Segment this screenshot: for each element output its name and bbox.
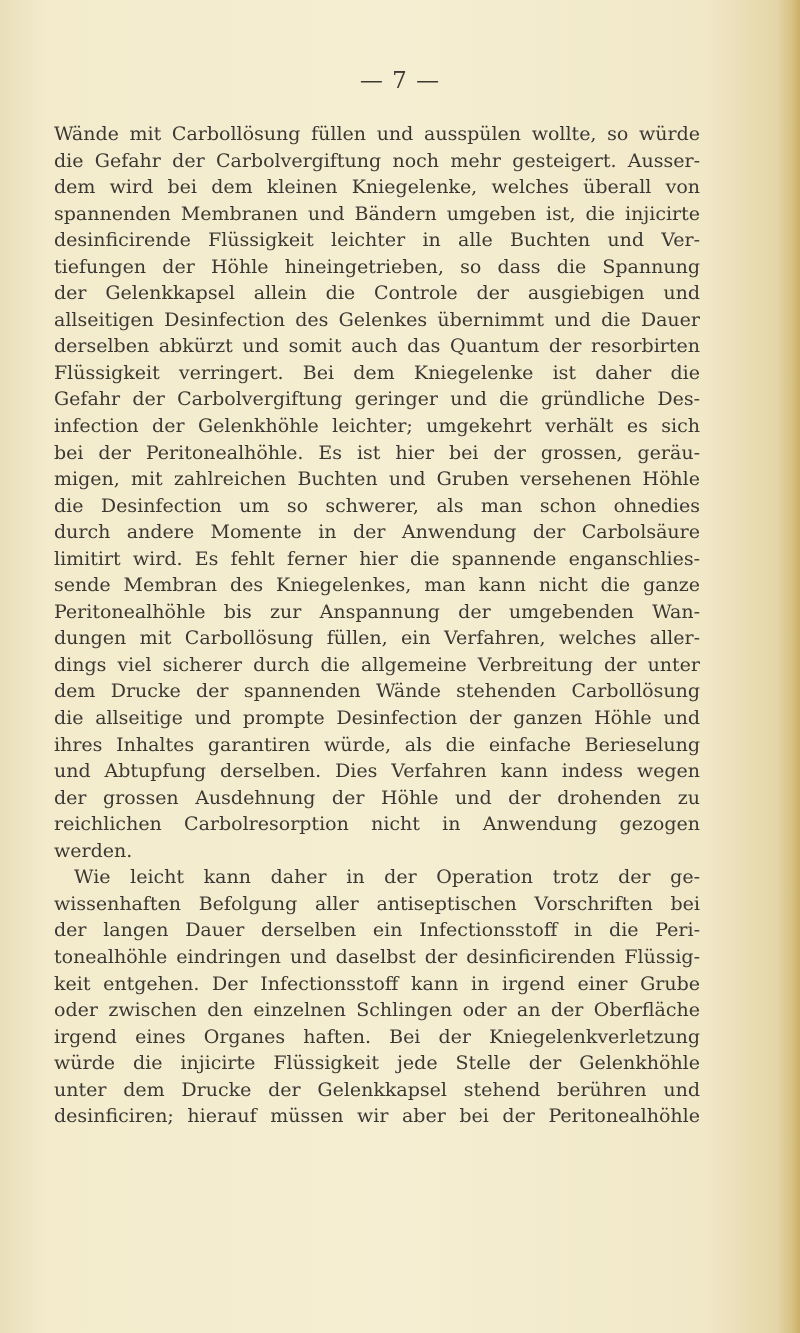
text-line: spannenden Membranen und Bändern umgeben ist, die injicirte [54, 202, 700, 225]
text-line: Wie leicht kann daher in der Operation trotz der ge- [74, 866, 700, 889]
text-line: der grossen Ausdehnung der Höhle und der drohenden zu [54, 786, 700, 809]
text-line: allseitigen Desinfection des Gelenkes übernimmt und die Dauer [54, 308, 700, 331]
text-line: derselben abkürzt und somit auch das Quantum der resorbirten [54, 335, 700, 358]
text-line: wissenhaften Befolgung aller antiseptischen Vorschriften bei [54, 892, 700, 915]
page-number: — 7 — [359, 68, 441, 94]
text-line: tonealhöhle eindringen und daselbst der desinficirenden Flüssig- [54, 945, 700, 968]
text-line: reichlichen Carbolresorption nicht in Anwendung gezogen [54, 813, 700, 836]
text-line: und Abtupfung derselben. Dies Verfahren kann indess wegen [54, 760, 700, 783]
paragraph [54, 864, 700, 1129]
text-line: bei der Peritonealhöhle. Es ist hier bei der grossen, geräu- [54, 441, 700, 464]
text-line: ihres Inhaltes garantiren würde, als die einfache Berieselung [54, 733, 700, 756]
text-line: dings viel sicherer durch die allgemeine Verbreitung der unter [54, 653, 700, 676]
text-line: oder zwischen den einzelnen Schlingen oder an der Oberfläche [54, 999, 700, 1022]
text-line: dem Drucke der spannenden Wände stehenden Carbollösung [54, 680, 700, 703]
text-line: sende Membran des Kniegelenkes, man kann nicht die ganze [54, 574, 700, 597]
text-line: Gefahr der Carbolvergiftung geringer und die gründliche Des- [54, 388, 700, 411]
text-line: tiefungen der Höhle hineingetrieben, so dass die Spannung [54, 255, 700, 278]
text-line: werden. [54, 839, 133, 862]
text-line: unter dem Drucke der Gelenkkapsel stehend berühren und [54, 1078, 700, 1101]
text-line: keit entgehen. Der Infectionsstoff kann in irgend einer Grube [54, 972, 700, 995]
text-line: dem wird bei dem kleinen Kniegelenke, welches überall von [54, 176, 700, 199]
text-line: limitirt wird. Es fehlt ferner hier die spannende enganschlies- [54, 547, 700, 570]
text-line: desinficiren; hierauf müssen wir aber bei der Peritonealhöhle [54, 1105, 700, 1128]
text-line: dungen mit Carbollösung füllen, ein Verfahren, welches aller- [54, 627, 700, 650]
text-line: die Desinfection um so schwerer, als man schon ohnedies [54, 494, 700, 517]
text-line: Wände mit Carbollösung füllen und ausspülen wollte, so würde [54, 123, 700, 145]
text-line: die allseitige und prompte Desinfection der ganzen Höhle und [54, 707, 700, 730]
text-line: würde die injicirte Flüssigkeit jede Stelle der Gelenkhöhle [54, 1052, 700, 1075]
text-line: infection der Gelenkhöhle leichter; umgekehrt verhält es sich [54, 415, 700, 438]
text-line: Flüssigkeit verringert. Bei dem Kniegelenke ist daher die [54, 361, 700, 384]
text-line: der Gelenkkapsel allein die Controle der ausgiebigen und [54, 282, 700, 305]
text-line: Peritonealhöhle bis zur Anspannung der umgebenden Wan- [54, 600, 700, 623]
text-line: desinficirende Flüssigkeit leichter in alle Buchten und Ver- [54, 229, 700, 252]
text-line: migen, mit zahlreichen Buchten und Gruben versehenen Höhle [54, 468, 700, 491]
text-line: irgend eines Organes haften. Bei der Kniegelenkverletzung [54, 1025, 700, 1048]
text-line: durch andere Momente in der Anwendung der Carbolsäure [54, 521, 700, 544]
text-line: die Gefahr der Carbolvergiftung noch mehr gesteigert. Ausser- [54, 149, 700, 172]
body-text [54, 121, 700, 1130]
text-line: der langen Dauer derselben ein Infectionsstoff in die Peri- [54, 919, 700, 942]
paragraph [54, 121, 700, 864]
page-edge-shadow [778, 0, 800, 1333]
